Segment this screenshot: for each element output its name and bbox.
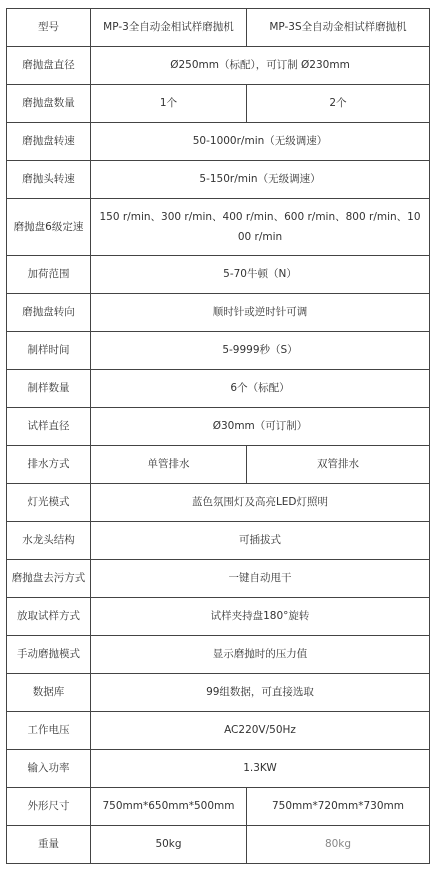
- header-model-a: MP-3全自动金相试样磨抛机: [91, 9, 247, 47]
- table-row: [7, 123, 430, 161]
- row-value: 6个（标配）: [91, 370, 430, 408]
- table-row: [7, 674, 430, 712]
- row-value-b: 750mm*720mm*730mm: [247, 788, 430, 826]
- row-label: 磨抛头转速: [7, 161, 91, 199]
- row-label: 工作电压: [7, 712, 91, 750]
- row-value: 50-1000r/min（无级调速）: [91, 123, 430, 161]
- table-row: [7, 332, 430, 370]
- table-row: [7, 522, 430, 560]
- row-label: 磨抛盘直径: [7, 47, 91, 85]
- header-model-b: MP-3S全自动金相试样磨抛机: [247, 9, 430, 47]
- table-row: [7, 294, 430, 332]
- row-value: 99组数据，可直接选取: [91, 674, 430, 712]
- table-row: [7, 408, 430, 446]
- row-label: 数据库: [7, 674, 91, 712]
- row-value: 可插拔式: [91, 522, 430, 560]
- table-row: [7, 85, 430, 123]
- row-value-a: 750mm*650mm*500mm: [91, 788, 247, 826]
- row-label: 放取试样方式: [7, 598, 91, 636]
- row-label: 重量: [7, 826, 91, 864]
- row-value: 150 r/min、300 r/min、400 r/min、600 r/min、800 r/min、1000 r/min: [91, 199, 430, 256]
- table-row: [7, 598, 430, 636]
- table-row: [7, 199, 430, 256]
- row-value: 蓝色氛围灯及高亮LED灯照明: [91, 484, 430, 522]
- row-value: 5-9999秒（S）: [91, 332, 430, 370]
- row-value-a: 单管排水: [91, 446, 247, 484]
- row-value: AC220V/50Hz: [91, 712, 430, 750]
- header-label: 型号: [7, 9, 91, 47]
- table-row: [7, 484, 430, 522]
- row-label: 排水方式: [7, 446, 91, 484]
- row-value-b: 双管排水: [247, 446, 430, 484]
- spec-table-container: [6, 8, 430, 864]
- table-row: [7, 712, 430, 750]
- row-label: 水龙头结构: [7, 522, 91, 560]
- table-row: [7, 750, 430, 788]
- row-label: 试样直径: [7, 408, 91, 446]
- row-label: 加荷范围: [7, 256, 91, 294]
- row-value: 5-70牛顿（N）: [91, 256, 430, 294]
- table-row: [7, 788, 430, 826]
- row-label: 手动磨抛模式: [7, 636, 91, 674]
- table-header-row: [7, 9, 430, 47]
- table-row: [7, 826, 430, 864]
- row-label: 制样时间: [7, 332, 91, 370]
- row-value: 显示磨抛时的压力值: [91, 636, 430, 674]
- row-value: 5-150r/min（无级调速）: [91, 161, 430, 199]
- row-value-a: 50kg: [91, 826, 247, 864]
- row-label: 制样数量: [7, 370, 91, 408]
- table-row: [7, 47, 430, 85]
- row-value: Ø250mm（标配），可订制 Ø230mm: [91, 47, 430, 85]
- row-label: 磨抛盘转向: [7, 294, 91, 332]
- spec-table: [6, 8, 430, 864]
- row-value: 1.3KW: [91, 750, 430, 788]
- row-value: 顺时针或逆时针可调: [91, 294, 430, 332]
- table-row: [7, 560, 430, 598]
- row-label: 磨抛盘6级定速: [7, 199, 91, 256]
- table-row: [7, 636, 430, 674]
- row-label: 外形尺寸: [7, 788, 91, 826]
- row-value-a: 1个: [91, 85, 247, 123]
- row-value-b: 80kg: [247, 826, 430, 864]
- row-value: 试样夹持盘180°旋转: [91, 598, 430, 636]
- row-value-b: 2个: [247, 85, 430, 123]
- table-row: [7, 370, 430, 408]
- table-row: [7, 446, 430, 484]
- row-label: 输入功率: [7, 750, 91, 788]
- table-row: [7, 256, 430, 294]
- row-value: Ø30mm（可订制）: [91, 408, 430, 446]
- row-label: 磨抛盘去污方式: [7, 560, 91, 598]
- row-label: 磨抛盘数量: [7, 85, 91, 123]
- table-row: [7, 161, 430, 199]
- row-label: 灯光模式: [7, 484, 91, 522]
- row-label: 磨抛盘转速: [7, 123, 91, 161]
- row-value: 一键自动甩干: [91, 560, 430, 598]
